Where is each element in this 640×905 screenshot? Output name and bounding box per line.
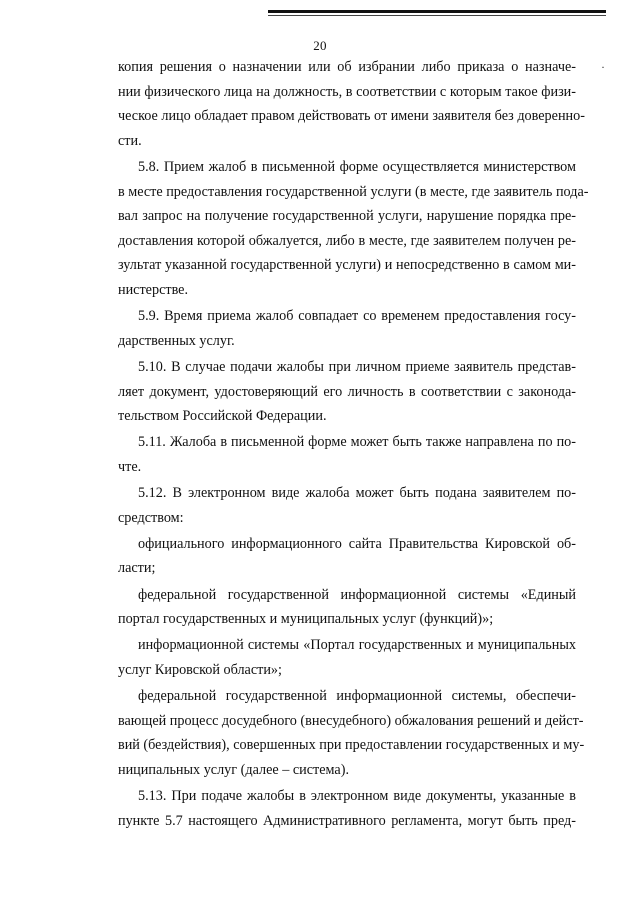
paragraph-5-8 — [118, 155, 589, 303]
text-line: вал запрос на получение государственной услуги, нарушение порядка пре- — [118, 208, 576, 225]
paragraph-official-site — [118, 532, 576, 581]
paragraph-federal-system — [118, 684, 585, 782]
text-line: официального информационного сайта Правительства Кировской об- — [138, 535, 576, 552]
header-rule — [268, 10, 606, 13]
header-rule-thin — [268, 15, 606, 16]
paragraph-5-11 — [118, 430, 576, 479]
text-line: нистерстве. — [118, 281, 189, 298]
text-line: копия решения о назначении или об избрании либо приказа о назначе- — [118, 59, 576, 75]
text-line: средством: — [118, 509, 184, 526]
text-line: 5.12. В электронном виде жалоба может быть подана заявителем по- — [138, 485, 576, 502]
text-line: информационной системы «Портал государственных и муниципальных — [138, 637, 576, 654]
text-line: 5.11. Жалоба в письменной форме может быть также направлена по по- — [138, 434, 576, 451]
text-line: нии физического лица на должность, в соответствии с которым такое физи- — [118, 83, 576, 100]
text-line: дарственных услуг. — [118, 332, 235, 349]
text-line: 5.8. Прием жалоб в письменной форме осуществляется министерством — [138, 158, 576, 175]
text-line: 5.13. При подаче жалобы в электронном виде документы, указанные в — [138, 788, 576, 805]
paragraph-regional-portal — [118, 633, 576, 682]
text-line: вий (бездействия), совершенных при предоставлении государственных и му- — [118, 737, 585, 754]
margin-mark: · — [601, 60, 605, 74]
text-line: 5.10. В случае подачи жалобы при личном приеме заявитель представ- — [138, 358, 576, 375]
text-line: услуг Кировской области»; — [118, 662, 282, 678]
document-body — [118, 55, 589, 833]
text-line: ляет документ, удостоверяющий его личность в соответствии с законода- — [118, 383, 576, 400]
text-line: чте. — [118, 458, 142, 475]
text-line: ласти; — [118, 560, 156, 577]
paragraph-5-12 — [118, 481, 576, 530]
text-line: доставления которой обжалуется, либо в месте, где заявителем получен ре- — [118, 232, 576, 249]
text-line: 5.9. Время приема жалоб совпадает со временем предоставления госу- — [138, 308, 576, 325]
paragraph-5-10 — [118, 355, 576, 429]
paragraph-5-9 — [118, 304, 576, 353]
text-line: федеральной государственной информационной системы, обеспечи- — [138, 688, 576, 705]
text-line: портал государственных и муниципальных услуг (функций)»; — [118, 611, 494, 628]
text-line: зультат указанной государственной услуги) и непосредственно в самом ми- — [118, 257, 576, 274]
text-line: ниципальных услуг (далее – система). — [118, 761, 349, 778]
text-line: ческое лицо обладает правом действовать от имени заявителя без доверенно- — [118, 108, 585, 125]
text-line: пункте 5.7 настоящего Административного регламента, могут быть пред- — [118, 812, 576, 829]
text-line: тельством Российской Федерации. — [118, 408, 327, 425]
page-number: 20 — [313, 38, 327, 53]
paragraph-5-13 — [118, 784, 576, 833]
paragraph-continuation — [118, 55, 585, 153]
paragraph-federal-portal — [118, 583, 576, 632]
text-line: в месте предоставления государственной услуги (в месте, где заявитель пода- — [118, 183, 589, 200]
text-line: федеральной государственной информационной системы «Единый — [138, 586, 576, 603]
text-line: сти. — [118, 132, 142, 149]
text-line: вающей процесс досудебного (внесудебного) обжалования решений и дейст- — [118, 712, 584, 729]
